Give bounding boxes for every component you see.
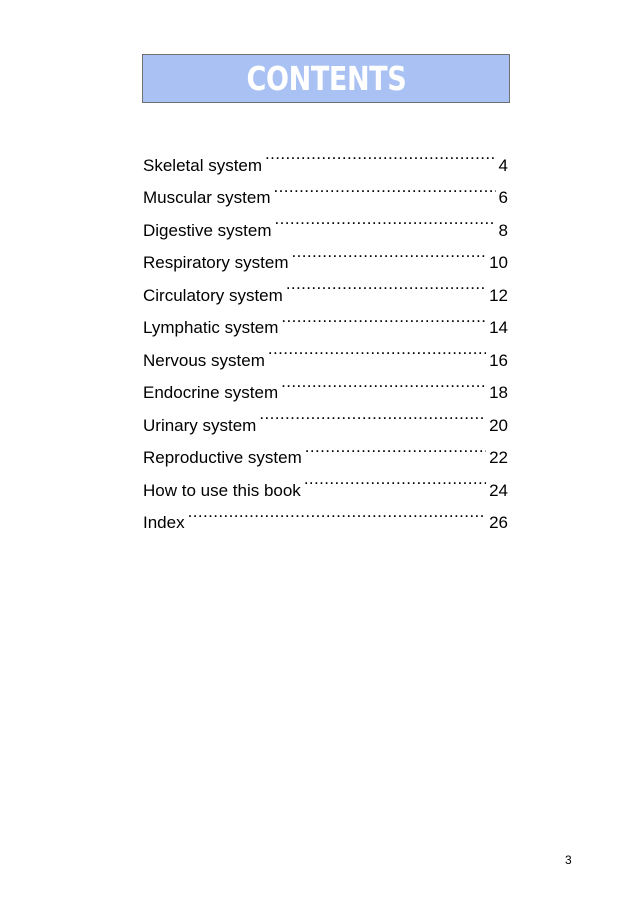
toc-entry-page: 16 bbox=[489, 350, 508, 370]
dot-leader bbox=[265, 138, 495, 171]
toc-entry-label: How to use this book bbox=[143, 480, 301, 500]
toc-entry-label: Muscular system bbox=[143, 188, 271, 207]
toc-entry-page: 10 bbox=[489, 253, 508, 272]
toc-entry-label: Digestive system bbox=[143, 220, 272, 240]
toc-entry-skeletal-system[interactable] bbox=[143, 138, 508, 175]
toc-entry-label: Respiratory system bbox=[143, 253, 289, 272]
toc-entry-page: 22 bbox=[489, 448, 508, 467]
dot-leader bbox=[274, 203, 495, 236]
dot-leader bbox=[286, 268, 486, 301]
toc-entry-label: Circulatory system bbox=[143, 285, 283, 305]
toc-entry-page: 20 bbox=[489, 415, 508, 435]
toc-entry-label: Index bbox=[143, 513, 185, 532]
page-title: CONTENTS bbox=[246, 59, 406, 98]
title-banner bbox=[142, 54, 510, 103]
toc-entry-page: 24 bbox=[489, 480, 508, 500]
dot-leader bbox=[281, 301, 486, 334]
dot-leader bbox=[268, 333, 486, 366]
toc-entry-page: 14 bbox=[489, 318, 508, 337]
toc-entry-label: Reproductive system bbox=[143, 448, 302, 467]
toc-entry-page: 18 bbox=[489, 383, 508, 402]
toc-entry-label: Skeletal system bbox=[143, 155, 263, 175]
toc-entry-page: 6 bbox=[498, 188, 508, 207]
table-of-contents bbox=[143, 138, 508, 532]
page-number: 3 bbox=[565, 853, 572, 867]
toc-entry-label: Lymphatic system bbox=[143, 318, 279, 337]
toc-entry-label: Urinary system bbox=[143, 415, 257, 435]
toc-entry-page: 26 bbox=[489, 513, 508, 532]
dot-leader bbox=[304, 463, 486, 496]
toc-entry-page: 12 bbox=[489, 285, 508, 305]
toc-entry-label: Nervous system bbox=[143, 350, 265, 370]
dot-leader bbox=[259, 398, 486, 431]
toc-entry-index[interactable] bbox=[143, 496, 508, 532]
dot-leader bbox=[281, 366, 486, 399]
toc-entry-page: 4 bbox=[498, 155, 508, 175]
dot-leader bbox=[305, 431, 486, 464]
toc-entry-label: Endocrine system bbox=[143, 383, 279, 402]
toc-entry-page: 8 bbox=[498, 220, 508, 240]
dot-leader bbox=[291, 236, 486, 269]
dot-leader bbox=[274, 171, 496, 204]
dot-leader bbox=[188, 496, 486, 529]
